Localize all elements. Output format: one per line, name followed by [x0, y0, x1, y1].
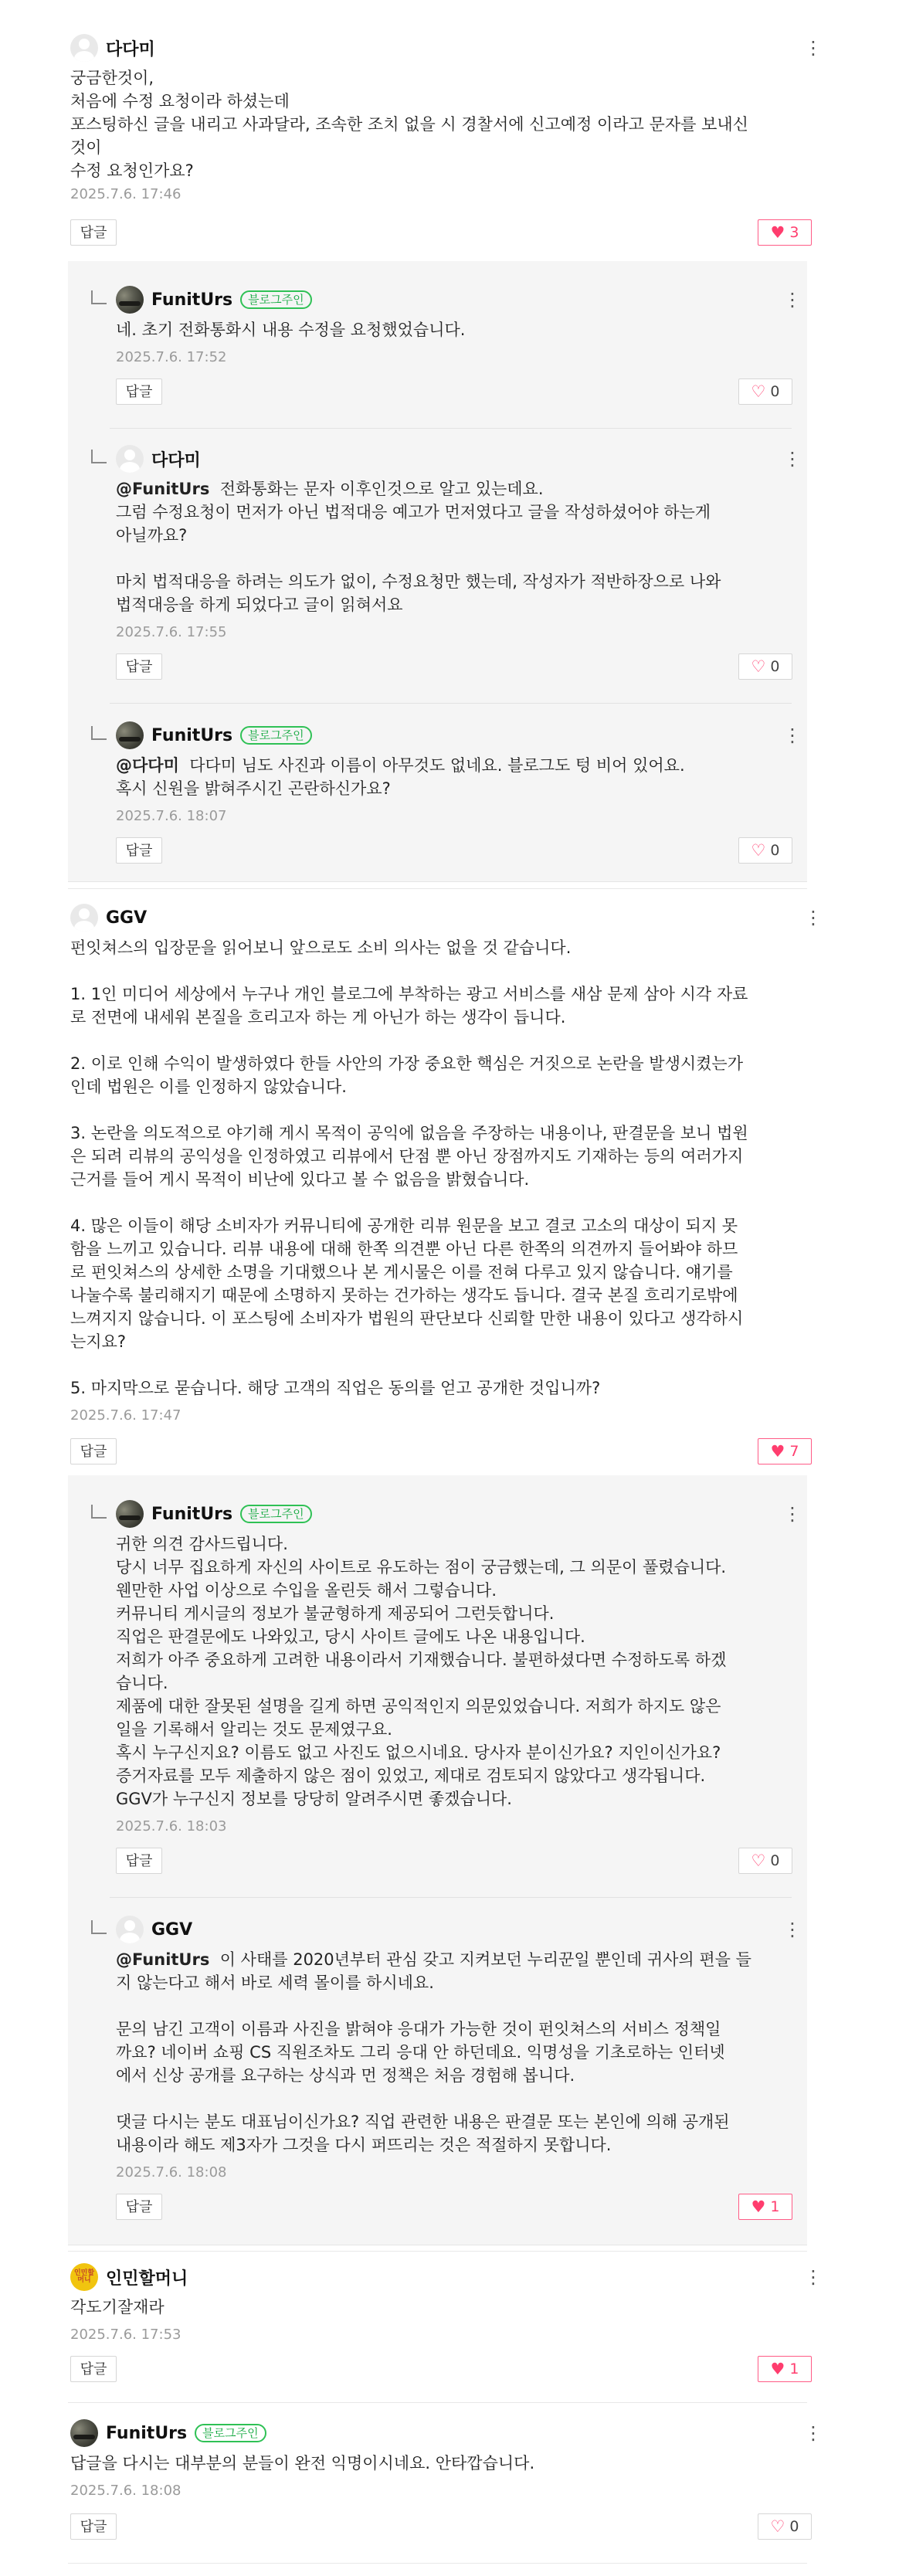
reply-arrow-icon: [91, 1505, 107, 1519]
comment-body: 각도기잘재라: [70, 2298, 165, 2316]
mention[interactable]: @FunitUrs: [116, 1950, 210, 1969]
comment-header: [70, 2263, 188, 2291]
like-button[interactable]: [738, 837, 792, 864]
owner-badge: 블로그주인: [240, 1505, 311, 1523]
heart-outline-icon: ♡: [751, 657, 766, 676]
more-menu-icon[interactable]: [783, 1505, 791, 1523]
like-button[interactable]: [758, 1438, 812, 1464]
author-name[interactable]: 다다미: [106, 39, 155, 59]
divider: [110, 703, 792, 704]
heart-icon: ♥: [751, 2198, 766, 2216]
heart-icon: ♥: [770, 1442, 785, 1461]
comment-date: 2025.7.6. 17:53: [70, 2327, 182, 2343]
reply-button[interactable]: 답글: [70, 2356, 117, 2382]
like-count: 0: [770, 658, 780, 675]
heart-icon: ♥: [770, 223, 785, 242]
owner-badge: 블로그주인: [240, 290, 311, 309]
reply: [116, 445, 796, 692]
reply: [116, 721, 796, 868]
comment-date: 2025.7.6. 18:08: [70, 2483, 182, 2499]
reply-header: [116, 721, 312, 749]
like-count: 3: [789, 224, 799, 241]
comment-header: [70, 904, 147, 932]
more-menu-icon[interactable]: [783, 290, 791, 309]
reply-body: [116, 477, 796, 616]
more-menu-icon[interactable]: [804, 2268, 812, 2286]
author-name[interactable]: FunitUrs: [151, 1504, 233, 1524]
like-button[interactable]: [758, 2356, 812, 2382]
reply-button[interactable]: 답글: [70, 2513, 117, 2540]
avatar[interactable]: [70, 34, 98, 62]
like-count: 1: [789, 2360, 799, 2377]
reply-button[interactable]: 답글: [116, 837, 162, 864]
reply-date: 2025.7.6. 18:08: [116, 2164, 227, 2181]
author-name[interactable]: FunitUrs: [106, 2423, 188, 2443]
more-menu-icon[interactable]: [804, 2424, 812, 2442]
reply-button[interactable]: 답글: [70, 219, 117, 246]
reply-text: 다다미 님도 사진과 이름이 아무것도 없네요. 블로그도 텅 비어 있어요. 혹시 신원을 밝혀주시긴 곤란하신가요?: [116, 756, 685, 798]
comment-header: [70, 34, 155, 62]
like-count: 7: [789, 1443, 799, 1460]
like-button[interactable]: [758, 2513, 812, 2540]
reply-button[interactable]: 답글: [116, 2194, 162, 2220]
reply-date: 2025.7.6. 17:55: [116, 624, 227, 640]
author-name[interactable]: GGV: [106, 908, 148, 928]
comment: [70, 2263, 812, 2387]
like-count: 1: [770, 2198, 780, 2215]
avatar[interactable]: [116, 1916, 144, 1943]
comment-body: 궁금한것이, 처음에 수정 요청이라 하셨는데 포스팅하신 글을 내리고 사과달라, 조속한 조치 없을 시 경찰서에 신고예정 이라고 문자를 보내신 것이 수정 요청인가요?: [70, 69, 748, 180]
avatar[interactable]: [70, 2419, 98, 2447]
mention[interactable]: @다다미: [116, 756, 179, 775]
reply: [116, 1916, 796, 2225]
reply-header: [116, 286, 312, 314]
comment-body: 펀잇쳐스의 입장문을 읽어보니 앞으로도 소비 의사는 없을 것 같습니다. 1. 1인 미디어 세상에서 누구나 개인 블로그에 부착하는 광고 서비스를 새삼 문제 삼아 시각 자료 로 전면에 내세워 본질을 흐리고자 하는 게 아닌가 하는 생각이 듭니다. 2. 이로 인해 수익이 발생하였다 한들 사안의 가장 중요한 핵심은 거짓으로 논란을 발생시켰는가 인데 법원은 이를 인정하지 않았습니다. 3. 논란을 의도적으로 야기해 게시 목적이 공익에 없음을 주장하는 내용이나, 판결문을 보니 법원 은 되려 리뷰의 공익성을 인정하였고 리뷰에서 단점 뿐 아닌 장점까지도 기재하는 등의 여러가지 근거를 들어 게시 목적이 비난에 있다고 볼 수 없음을 밝혔습니다. 4. 많은 이들이 해당 소비자가 커뮤니티에 공개한 리뷰 원문을 보고 결코 고소의 대상이 되지 못 함을 느끼고 있습니다. 리뷰 내용에 대해 한쪽 의견뿐 아닌 다른 한쪽의 의견까지 들어봐야 하므 로 펀잇쳐스의 상세한 소명을 기대했으나 본 게시물은 이를 전혀 다루고 있지 않습니다. 얘기를 나눌수록 불리해지기 때문에 소명하지 못하는 건가하는 생각도 듭니다. 결국 본질 흐리기로밖에 느껴지지 않습니다. 이 포스팅에 소비자가 법원의 판단보다 신뢰할 만한 내용이 있다고 생각하시 는지요? 5. 마지막으로 묻습니다. 해당 고객의 직업은 동의를 얻고 공개한 것입니까?: [70, 938, 748, 1397]
reply-button[interactable]: 답글: [116, 1848, 162, 1874]
avatar[interactable]: [116, 721, 144, 749]
reply-date: 2025.7.6. 18:07: [116, 808, 227, 824]
heart-outline-icon: ♡: [751, 841, 766, 860]
divider: [110, 1897, 792, 1898]
reply-button[interactable]: 답글: [116, 653, 162, 680]
reply-body: [116, 1948, 796, 2157]
avatar[interactable]: [116, 286, 144, 314]
like-button[interactable]: [738, 1848, 792, 1874]
comment: [70, 2419, 812, 2551]
avatar[interactable]: [116, 445, 144, 473]
reply-date: 2025.7.6. 17:52: [116, 349, 227, 365]
like-count: 0: [789, 2518, 799, 2535]
like-button[interactable]: [738, 378, 792, 405]
owner-badge: 블로그주인: [195, 2424, 266, 2442]
like-count: 0: [770, 842, 780, 859]
divider: [68, 888, 807, 889]
author-name[interactable]: FunitUrs: [151, 290, 233, 310]
avatar[interactable]: [70, 2263, 98, 2291]
like-count: 0: [770, 383, 780, 400]
avatar[interactable]: [70, 904, 98, 932]
heart-outline-icon: ♡: [751, 382, 766, 401]
reply-arrow-icon: [91, 1920, 107, 1934]
avatar-text: 인민할 머니: [73, 2269, 95, 2284]
more-menu-icon[interactable]: [783, 726, 791, 745]
heart-outline-icon: ♡: [751, 1851, 766, 1870]
reply-text: 이 사태를 2020년부터 관심 갖고 지켜보던 누리꾼일 뿐인데 귀사의 편을 들 지 않는다고 해서 바로 세력 몰이를 하시네요. 문의 남긴 고객이 이름과 사진을 밝혀야 응대가 가능한 것이 펀잇쳐스의 서비스 정책일 까요? 네이버 쇼핑 CS 직원조차도 그리 응대 안 하던데요. 익명성을 기초로하는 인터넷 에서 신상 공개를 요구하는 상식과 먼 정책은 처음 경험해 봅니다. 댓글 다시는 분도 대표님이신가요? 직업 관련한 내용은 판결문 또는 본인에 의해 공개된 내용이라 해도 제3자가 그것을 다시 퍼뜨리는 것은 적절하지 못합니다.: [116, 1950, 751, 2154]
more-menu-icon[interactable]: [804, 39, 812, 57]
author-name[interactable]: 인민할머니: [106, 2269, 188, 2289]
like-count: 0: [770, 1852, 780, 1869]
reply-header: [116, 1916, 192, 1943]
reply-text: 전화통화는 문자 이후인것으로 알고 있는데요. 그럼 수정요청이 먼저가 아닌 법적대응 예고가 먼저였다고 글을 작성하셨어야 하는게 아닐까요? 마치 법적대응을 하려는 의도가 없이, 수정요청만 했는데, 작성자가 적반하장으로 나와 법적대응을 하게 되었다고 글이 읽혀서요: [116, 480, 721, 614]
more-menu-icon[interactable]: [783, 450, 791, 468]
reply: [116, 1500, 796, 1886]
author-name[interactable]: 다다미: [151, 450, 201, 470]
like-button[interactable]: [738, 2194, 792, 2220]
heart-icon: ♥: [770, 2360, 785, 2378]
reply-arrow-icon: [91, 726, 107, 740]
avatar[interactable]: [116, 1500, 144, 1528]
reply: [116, 286, 796, 417]
mention[interactable]: @FunitUrs: [116, 480, 210, 498]
reply-button[interactable]: 답글: [70, 1438, 117, 1464]
divider: [68, 2251, 807, 2252]
more-menu-icon[interactable]: [804, 908, 812, 927]
comment-header: [70, 2419, 266, 2447]
reply-body: [116, 754, 796, 800]
author-name[interactable]: GGV: [151, 1919, 193, 1940]
comment-date: 2025.7.6. 17:47: [70, 1407, 182, 1424]
like-button[interactable]: [758, 219, 812, 246]
divider: [110, 428, 792, 429]
author-name[interactable]: FunitUrs: [151, 725, 233, 745]
comment-body: 답글을 다시는 대부분의 분들이 완전 익명이시네요. 안타깝습니다.: [70, 2454, 535, 2472]
reply-header: [116, 445, 201, 473]
comment: [70, 34, 812, 250]
more-menu-icon[interactable]: [783, 1920, 791, 1939]
reply-date: 2025.7.6. 18:03: [116, 1818, 227, 1834]
heart-outline-icon: ♡: [770, 2517, 785, 2536]
reply-arrow-icon: [91, 290, 107, 304]
like-button[interactable]: [738, 653, 792, 680]
comment: [70, 904, 812, 1468]
reply-button[interactable]: 답글: [116, 378, 162, 405]
reply-arrow-icon: [91, 450, 107, 463]
divider: [68, 2402, 807, 2403]
reply-header: [116, 1500, 312, 1528]
reply-body: 귀한 의견 감사드립니다. 당시 너무 집요하게 자신의 사이트로 유도하는 점이 궁금했는데, 그 의문이 풀렸습니다. 웬만한 사업 이상으로 수입을 올린듯 해서 그렇습니다. 커뮤니티 게시글의 정보가 불균형하게 제공되어 그런듯합니다. 직업은 판결문에도 나와있고, 당시 사이트 글에도 나온 내용입니다. 저희가 아주 중요하게 고려한 내용이라서 기재했습니다. 불편하셨다면 수정하도록 하겠 습니다. 제품에 대한 잘못된 설명을 길게 하면 공익적인지 의문있었습니다. 저희가 하지도 않은 일을 기록해서 알리는 것도 문제였구요. 혹시 누구신지요? 이름도 없고 사진도 없으시네요. 당사자 분이신가요? 지인이신가요? 증거자료를 모두 제출하지 않은 점이 있었고, 제대로 검토되지 않았다고 생각됩니다. GGV가 누구신지 정보를 당당히 알려주시면 좋겠습니다.: [116, 1535, 727, 1808]
divider: [68, 2563, 807, 2564]
owner-badge: 블로그주인: [240, 726, 311, 745]
reply-body: 네. 초기 전화통화시 내용 수정을 요청했었습니다.: [116, 321, 466, 339]
comment-date: 2025.7.6. 17:46: [70, 186, 182, 202]
